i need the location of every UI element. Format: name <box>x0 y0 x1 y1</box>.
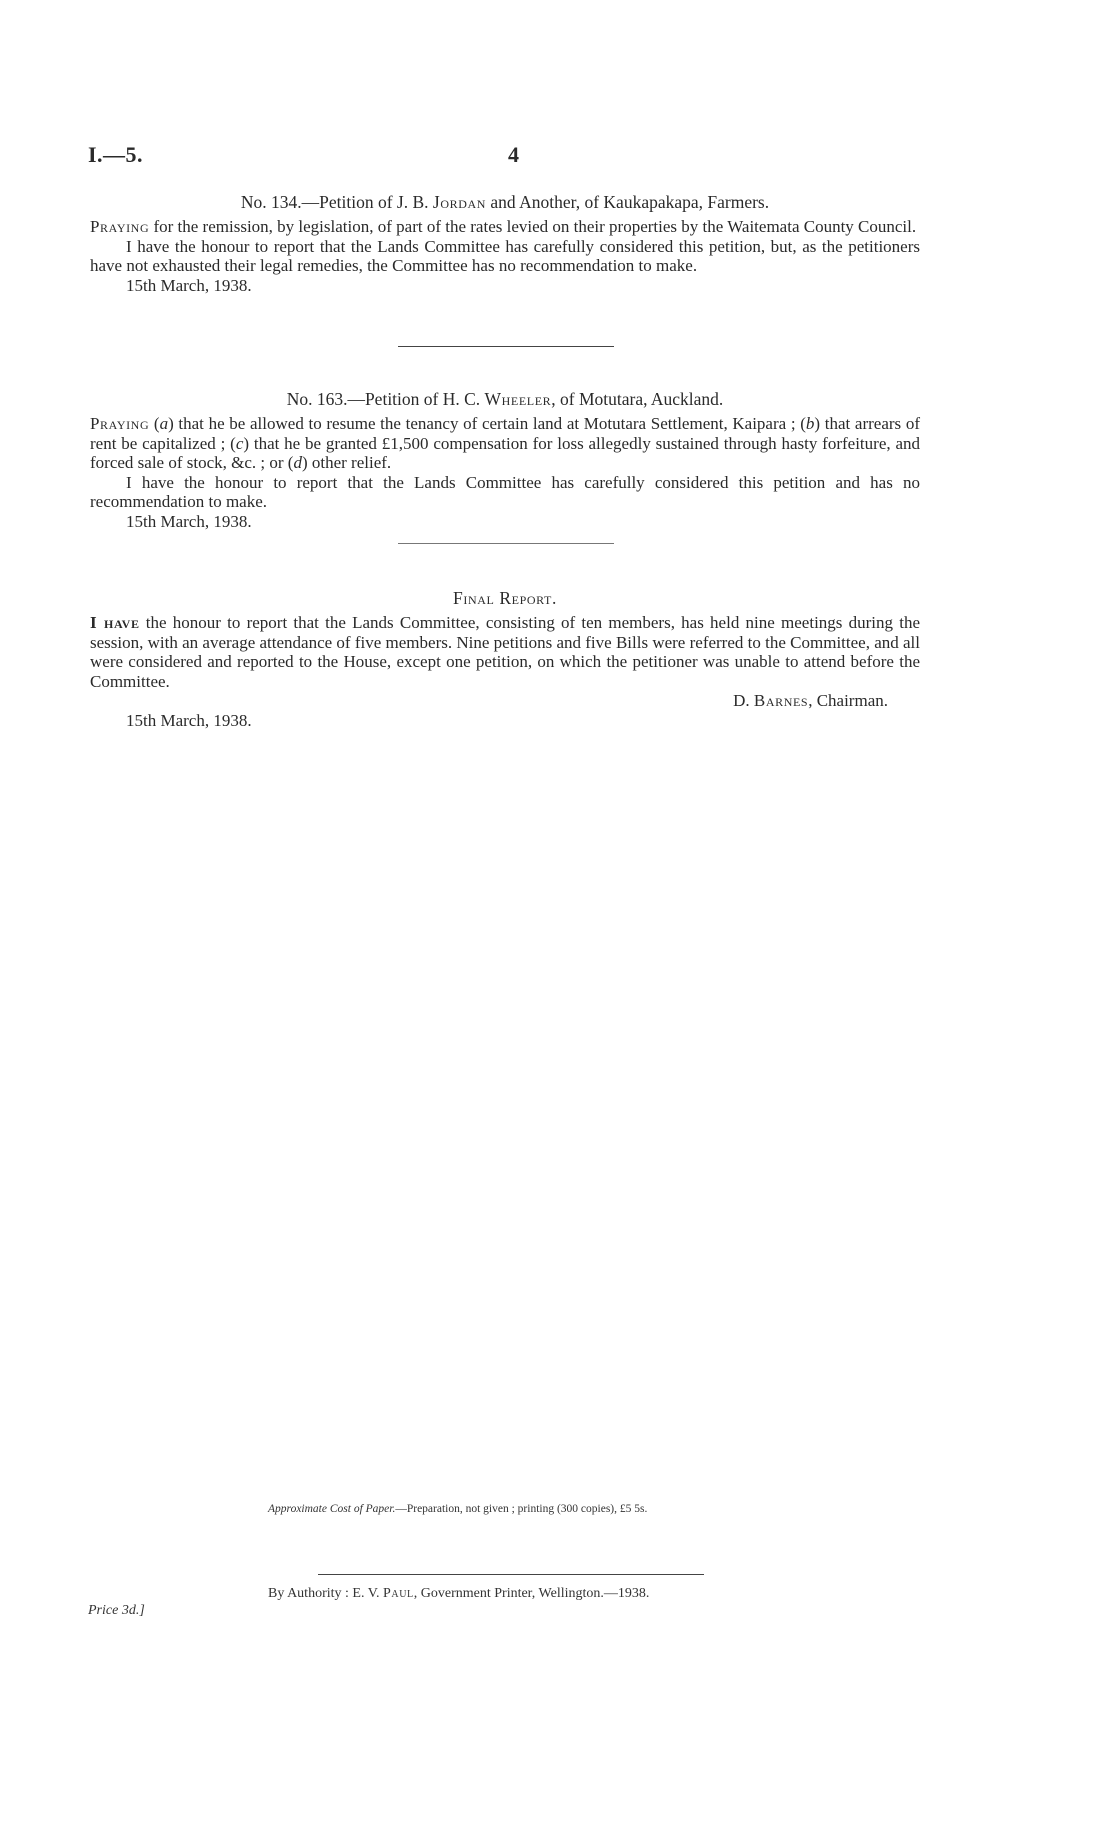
petition-163-section <box>90 388 920 532</box>
chairman-signature: D. Barnes, Chairman. <box>733 691 888 710</box>
petition-134-heading: No. 134.—Petition of J. B. Jordan and Another, of Kaukapakapa, Farmers. <box>240 192 770 212</box>
petitioner-name: Wheeler <box>484 389 552 409</box>
petitioner-name: Jordan <box>432 192 487 212</box>
final-report-body: I have the honour to report that the Lands Committee, consisting of ten members, has held nine meetings during the session, with an average attendance of five members. Nine petitions and five Bills were referred to the Committee, and all were considered and reported to the House, except one petition, on which the petitioner was unable to attend before the Committee. <box>90 613 920 691</box>
document-reference: I.—5. <box>88 142 144 167</box>
section-divider <box>398 543 614 544</box>
footer-divider <box>318 1574 704 1575</box>
page-number: 4 <box>508 142 519 167</box>
petition-163-praying: Praying (a) that he be allowed to resume the tenancy of certain land at Motutara Settlement, Kaipara ; (b) that arrears of rent be capitalized ; (c) that he be granted £1,500 compensation for loss allegedly sustained through hasty forfeiture, and forced sale of stock, &c. ; or (d) other relief. <box>90 414 920 472</box>
petition-134-report: I have the honour to report that the Lands Committee has carefully considered this petition, but, as the petitioners have not exhausted their legal remedies, the Committee has no recommendation to make. <box>90 236 920 275</box>
petition-134-date: 15th March, 1938. <box>126 275 252 295</box>
final-report-section <box>90 587 920 731</box>
petition-163-report: I have the honour to report that the Lands Committee has carefully considered this petition and has no recommendation to make. <box>90 472 920 511</box>
petition-134-praying: Praying for the remission, by legislation, of part of the rates levied on their properties by the Waitemata County Council. <box>90 217 917 236</box>
printer-authority: By Authority : E. V. Paul, Government Printer, Wellington.—1938. <box>268 1586 650 1601</box>
section-divider <box>398 346 614 347</box>
final-report-heading: Final Report. <box>453 588 557 608</box>
petition-163-heading: No. 163.—Petition of H. C. Wheeler, of Motutara, Auckland. <box>286 389 724 409</box>
cost-of-paper-note: Approximate Cost of Paper.—Preparation, not given ; printing (300 copies), £5 5s. <box>268 1503 648 1515</box>
praying-word: Praying <box>90 414 150 433</box>
price-note: Price 3d.] <box>88 1603 145 1618</box>
praying-word: Praying <box>90 217 150 236</box>
petition-163-date: 15th March, 1938. <box>126 511 252 531</box>
final-report-date: 15th March, 1938. <box>126 711 252 730</box>
petition-134-section <box>90 191 920 296</box>
